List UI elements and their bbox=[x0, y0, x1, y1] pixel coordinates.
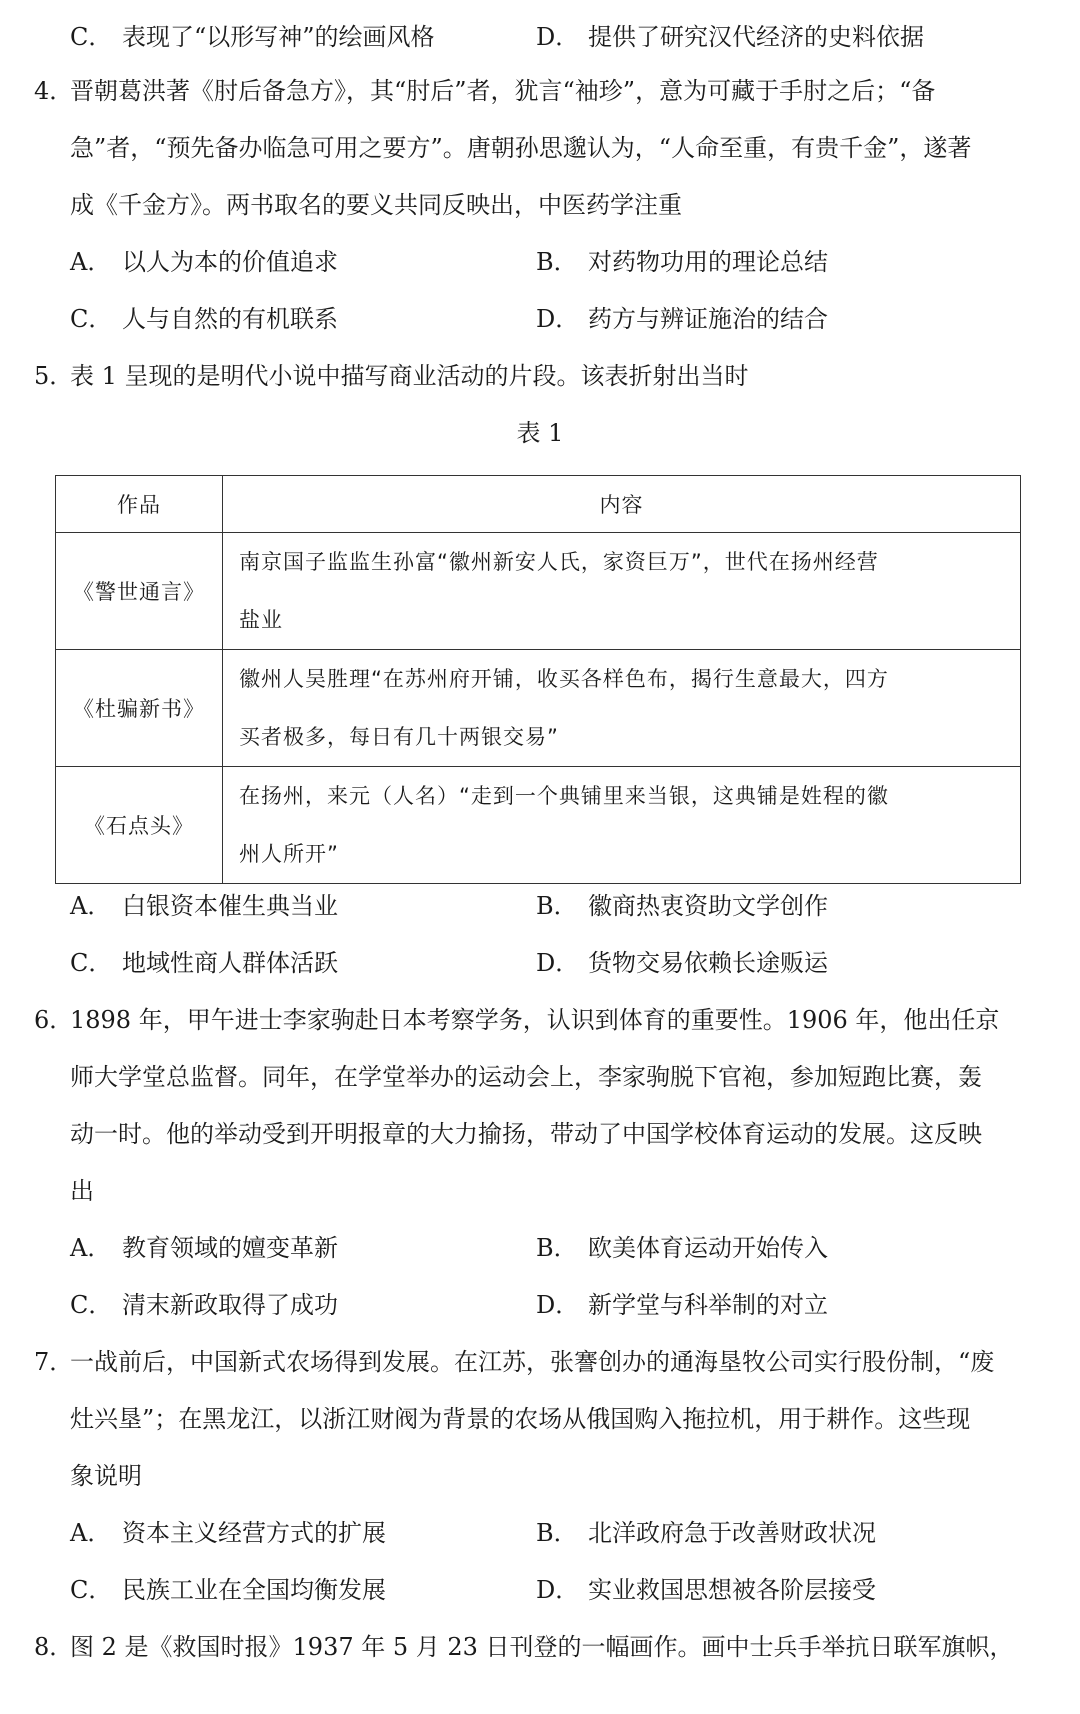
table-cell-work: 《杜骗新书》 bbox=[56, 650, 223, 767]
q7-stem-line-1: 7． 一战前后，中国新式农场得到发展。在江苏，张謇创办的通海垦牧公司实行股份制，“废 bbox=[0, 1334, 1080, 1391]
q4-option-a[interactable]: A． 以人为本的价值追求 bbox=[70, 248, 338, 276]
q4-option-c[interactable]: C． 人与自然的有机联系 bbox=[70, 305, 338, 333]
q7-stem-line-3: 象说明 bbox=[70, 1462, 142, 1490]
q6-option-b[interactable]: B． 欧美体育运动开始传入 bbox=[536, 1234, 828, 1262]
q5-option-b[interactable]: B． 徽商热衷资助文学创作 bbox=[536, 892, 828, 920]
q7-number: 7． bbox=[34, 1348, 74, 1376]
table-header-content: 内容 bbox=[223, 476, 1021, 533]
q8-stem-line-1: 8． 图 2 是《救国时报》1937 年 5 月 23 日刊登的一幅画作。画中士兵手举抗日联军旗帜， bbox=[0, 1619, 1080, 1676]
q5-number: 5． bbox=[34, 362, 74, 390]
q4-stem-line-2: 急”者，“预先备办临急可用之要方”。唐朝孙思邈认为，“人命至重，有贵千金”，遂著 bbox=[70, 134, 972, 162]
table-row bbox=[56, 533, 1021, 650]
q7-stem-line-2: 灶兴垦”；在黑龙江，以浙江财阀为背景的农场从俄国购入拖拉机，用于耕作。这些现 bbox=[70, 1405, 971, 1433]
q6-options-row-ab bbox=[0, 1220, 1080, 1277]
q7-option-b[interactable]: B． 北洋政府急于改善财政状况 bbox=[536, 1519, 876, 1547]
q7-option-a[interactable]: A． 资本主义经营方式的扩展 bbox=[70, 1519, 386, 1547]
q7-options-row-cd bbox=[0, 1562, 1080, 1619]
q7-options-row-ab bbox=[0, 1505, 1080, 1562]
q5-option-c[interactable]: C． 地域性商人群体活跃 bbox=[70, 949, 338, 977]
table-cell-content: 徽州人吴胜理“在苏州府开铺，收买各样色布，揭行生意最大，四方 买者极多，每日有几十两银交易” bbox=[223, 650, 1021, 767]
table-cell-work: 《石点头》 bbox=[56, 767, 223, 884]
q7-option-d[interactable]: D． 实业救国思想被各阶层接受 bbox=[536, 1576, 876, 1604]
q5-table bbox=[55, 475, 1021, 884]
q4-stem-line-1: 4． 晋朝葛洪著《肘后备急方》，其“肘后”者，犹言“袖珍”，意为可藏于手肘之后；“备 bbox=[0, 63, 1080, 120]
table-row bbox=[56, 650, 1021, 767]
q8-number: 8． bbox=[34, 1633, 74, 1661]
q6-number: 6． bbox=[34, 1006, 74, 1034]
q3-option-c[interactable]: C． 表现了“以形写神”的绘画风格 bbox=[70, 23, 435, 51]
q4-number: 4． bbox=[34, 77, 74, 105]
table-cell-content: 南京国子监监生孙富“徽州新安人氏，家资巨万”，世代在扬州经营 盐业 bbox=[223, 533, 1021, 650]
table-cell-content: 在扬州，来元（人名）“走到一个典铺里来当银，这典铺是姓程的徽 州人所开” bbox=[223, 767, 1021, 884]
table-header-work: 作品 bbox=[56, 476, 223, 533]
q5-option-a[interactable]: A． 白银资本催生典当业 bbox=[70, 892, 338, 920]
q5-option-d[interactable]: D． 货物交易依赖长途贩运 bbox=[536, 949, 828, 977]
q6-option-a[interactable]: A． 教育领域的嬗变革新 bbox=[70, 1234, 338, 1262]
q4-option-d[interactable]: D． 药方与辨证施治的结合 bbox=[536, 305, 828, 333]
q6-stem-line-4: 出 bbox=[70, 1177, 94, 1205]
q4-options-row-cd bbox=[0, 291, 1080, 348]
q5-options-row-ab bbox=[0, 878, 1080, 935]
q6-stem-line-1: 6． 1898 年，甲午进士李家驹赴日本考察学务，认识到体育的重要性。1906 年，他出任京 bbox=[0, 992, 1080, 1049]
q4-options-row-ab bbox=[0, 234, 1080, 291]
q5-stem-line-1: 5． 表 1 呈现的是明代小说中描写商业活动的片段。该表折射出当时 bbox=[0, 348, 1080, 405]
table-row bbox=[56, 767, 1021, 884]
q5-options-row-cd bbox=[0, 935, 1080, 992]
q6-stem-line-3: 动一时。他的举动受到开明报章的大力揄扬，带动了中国学校体育运动的发展。这反映 bbox=[70, 1120, 982, 1148]
q6-option-c[interactable]: C． 清末新政取得了成功 bbox=[70, 1291, 338, 1319]
q6-options-row-cd bbox=[0, 1277, 1080, 1334]
q3-options-row-cd bbox=[0, 9, 1080, 66]
q6-option-d[interactable]: D． 新学堂与科举制的对立 bbox=[536, 1291, 828, 1319]
table-caption: 表 1 bbox=[516, 419, 564, 447]
q6-stem-line-2: 师大学堂总监督。同年，在学堂举办的运动会上，李家驹脱下官袍，参加短跑比赛，轰 bbox=[70, 1063, 982, 1091]
table-cell-work: 《警世通言》 bbox=[56, 533, 223, 650]
q4-stem-line-3: 成《千金方》。两书取名的要义共同反映出，中医药学注重 bbox=[70, 191, 682, 219]
q7-option-c[interactable]: C． 民族工业在全国均衡发展 bbox=[70, 1576, 386, 1604]
table-header-row bbox=[56, 476, 1021, 533]
q3-option-d[interactable]: D． 提供了研究汉代经济的史料依据 bbox=[536, 23, 924, 51]
q4-option-b[interactable]: B． 对药物功用的理论总结 bbox=[536, 248, 828, 276]
